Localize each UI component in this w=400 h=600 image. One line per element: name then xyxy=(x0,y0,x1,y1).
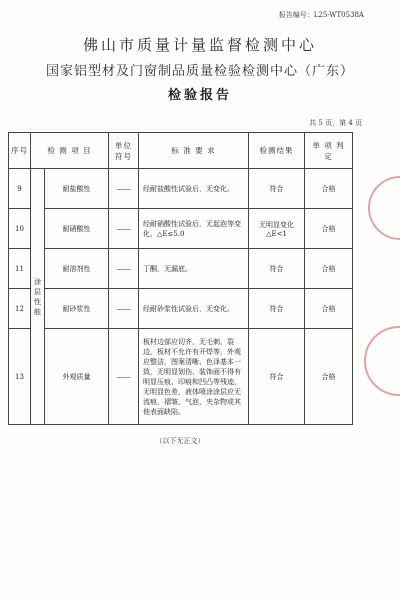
institution-title: 佛山市质量计量监督检测中心 xyxy=(82,36,317,54)
seal-stamp-top xyxy=(368,176,400,240)
row-item: 外观质量 xyxy=(45,329,109,425)
row-item: 耐盐酸性 xyxy=(45,169,109,209)
table-row xyxy=(9,329,353,425)
center-title: 国家铝型材及门窗制品质量检验检测中心（广东） xyxy=(45,64,354,79)
row-no: 12 xyxy=(9,289,31,329)
table-row xyxy=(9,249,353,289)
header-unit: 单位符号 xyxy=(109,133,139,169)
row-requirement: 经耐砂浆性试验后，无变化。 xyxy=(139,289,249,329)
row-unit: —— xyxy=(109,329,139,425)
inspection-table xyxy=(8,132,353,425)
row-no: 10 xyxy=(9,209,31,249)
row-no: 13 xyxy=(9,329,31,425)
group-label: 涂层性能 xyxy=(31,169,45,425)
row-requirement: 经耐硝酸性试验后，无起泡等变化，△E≤5.0 xyxy=(139,209,249,249)
page-info: 共 5 页，第 4 页 xyxy=(309,119,362,127)
table-row xyxy=(9,209,353,249)
row-verdict: 合格 xyxy=(305,169,353,209)
header-verdict: 单 项 判 定 xyxy=(305,133,353,169)
row-requirement: 丁酮，无漏底。 xyxy=(139,249,249,289)
row-verdict: 合格 xyxy=(305,289,353,329)
row-unit: —— xyxy=(109,169,139,209)
row-unit: —— xyxy=(109,289,139,329)
row-result: 符合 xyxy=(249,249,305,289)
row-result: 符合 xyxy=(249,329,305,425)
table-row xyxy=(9,169,353,209)
table-header-row xyxy=(9,133,353,169)
row-verdict: 合格 xyxy=(305,249,353,289)
row-verdict: 合格 xyxy=(305,209,353,249)
row-unit: —— xyxy=(109,249,139,289)
row-no: 9 xyxy=(9,169,31,209)
seal-stamp-bottom xyxy=(364,326,400,396)
row-requirement: 经耐盐酸性试验后，无变化。 xyxy=(139,169,249,209)
row-result: 无明显变化 △E<1 xyxy=(249,209,305,249)
header-no: 序号 xyxy=(9,133,31,169)
row-item: 耐砂浆性 xyxy=(45,289,109,329)
row-result: 符合 xyxy=(249,169,305,209)
header-item: 检 测 项 目 xyxy=(31,133,109,169)
end-of-text: （以下无正文） xyxy=(155,437,205,445)
row-result: 符合 xyxy=(249,289,305,329)
table-row xyxy=(9,289,353,329)
row-unit: —— xyxy=(109,209,139,249)
row-item: 耐溶剂性 xyxy=(45,249,109,289)
report-number: 报告编号：L25-WT0538A xyxy=(278,11,364,19)
report-title: 检验报告 xyxy=(167,88,232,103)
row-no: 11 xyxy=(9,249,31,289)
row-requirement: 板材边部应切齐，无毛刺、裂边，板材不允许有开焊等，外观应整洁，图案清晰、色泽基本一致，无明显划伤、装饰面不得有明显压痕、印痕和凹凸等残迹，无明显色差，液体喷涂涂层应无流痕、褶皱、气泡、夹杂物或其他表面缺陷。 xyxy=(139,329,249,425)
header-result: 检测结果 xyxy=(249,133,305,169)
row-verdict: 合格 xyxy=(305,329,353,425)
row-item: 耐硝酸性 xyxy=(45,209,109,249)
header-requirement: 标 准 要 求 xyxy=(139,133,249,169)
